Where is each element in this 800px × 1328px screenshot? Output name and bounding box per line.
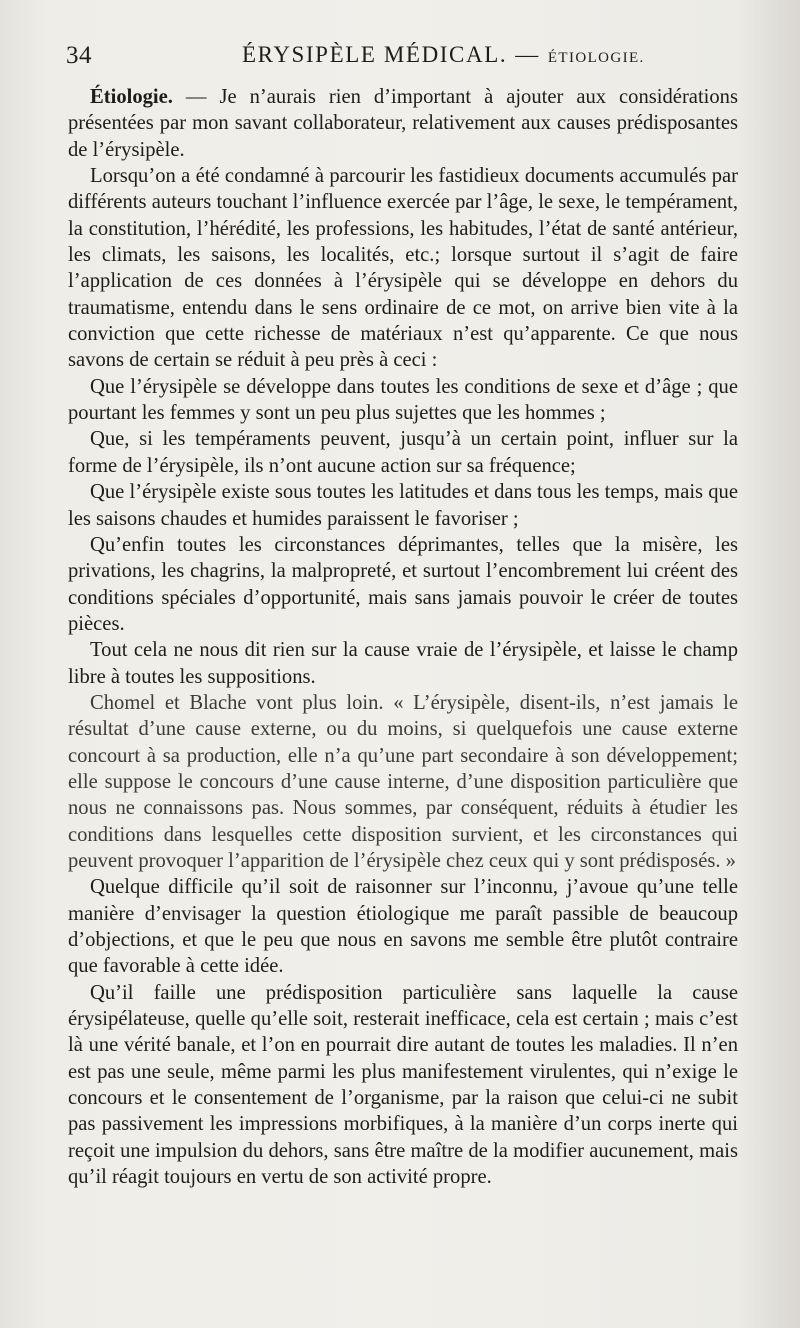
paragraph: Que l’érysipèle se développe dans toutes les conditions de sexe et d’âge ; que pourtant les femmes y sont un peu plus sujettes que les hommes ; <box>68 375 738 425</box>
paragraph-etiologie <box>68 84 738 163</box>
title-dash: — <box>515 42 540 67</box>
paragraph: Lorsqu’on a été condamné à parcourir les fastidieux documents accumulés par différents auteurs touchant l’influence exercée par l’âge, le sexe, le tempérament, la constitution, l’hérédité, les professions, les habitudes, l’état de santé antérieur, les climats, les saisons, les localités, etc.; lorsque surtout il s’agit de faire l’application de ces données à l’érysipèle qui se développe en dehors du traumatisme, entendu dans le sens ordinaire de ce mot, on arrive bien vite à la conviction que cette richesse de matériaux n’est qu’apparente. Ce que nous savons de certain se réduit à peu près à ceci : <box>68 165 738 372</box>
page-number: 34 <box>66 42 92 69</box>
paragraph-text: — Je n’aurais rien d’important à ajouter aux considérations présentées par mon savant collaborateur, relativement aux causes prédisposantes de l’érysipèle. <box>68 86 738 161</box>
section-name: ÉTIOLOGIE. <box>547 50 645 66</box>
paragraph: Qu’enfin toutes les circonstances déprimantes, telles que la misère, les privations, les chagrins, la malpropreté, et surtout l’encombrement lui créent des conditions spéciales d’opportunité, mais sans jamais pouvoir le créer de toutes pièces. <box>68 533 738 635</box>
section-heading: Étiologie. <box>90 86 173 108</box>
paragraph: Quelque difficile qu’il soit de raisonner sur l’inconnu, j’avoue qu’une telle manière d’envisager la question étiologique me paraît passible de beaucoup d’objections, et que le peu que nous en savons me semble être plutôt contraire que favorable à cette idée. <box>68 876 738 978</box>
paragraph: Que l’érysipèle existe sous toutes les latitudes et dans tous les temps, mais que les saisons chaudes et humides paraissent le favoriser ; <box>68 481 738 530</box>
paragraph: Tout cela ne nous dit rien sur la cause vraie de l’érysipèle, et laisse le champ libre à toutes les suppositions. <box>68 639 738 688</box>
body-text <box>68 84 738 1190</box>
paragraph-quotation: Chomel et Blache vont plus loin. « L’érysipèle, disent-ils, n’est jamais le résultat d’une cause externe, ou du moins, si quelquefois une cause externe concourt à sa production, elle n’a qu’une part secondaire à son développement; elle suppose le concours d’une cause interne, d’une disposition particulière que nous ne connaissons pas. Nous sommes, par conséquent, réduits à étudier les conditions dans lesquelles cette disposition survient, et les circonstances qui peuvent provoquer l’apparition de l’érysipèle chez ceux qui y sont prédisposés. » <box>68 691 738 872</box>
page-header <box>66 42 746 82</box>
running-title-text: ÉRYSIPÈLE MÉDICAL. <box>242 42 508 67</box>
paragraph: Qu’il faille une prédisposition particulière sans laquelle la cause érysipélateuse, quelle qu’elle soit, resterait inefficace, cela est certain ; mais c’est là une vérité banale, et l’on en pourrait dire autant de toutes les maladies. Il n’en est pas une seule, même parmi les plus manifestement virulentes, qui n’exige le concours et le consentement de l’organisme, par la raison que celui-ci ne subit pas passivement les impressions morbifiques, à la manière d’un corps inerte qui reçoit une impulsion du dehors, sans être maître de la modifier aucunement, mais qu’il réagit toujours en vertu de son activité propre. <box>68 981 738 1189</box>
running-title <box>242 42 645 68</box>
paragraph: Que, si les tempéraments peuvent, jusqu’à un certain point, influer sur la forme de l’érysipèle, ils n’ont aucune action sur sa fréquence; <box>68 428 738 477</box>
